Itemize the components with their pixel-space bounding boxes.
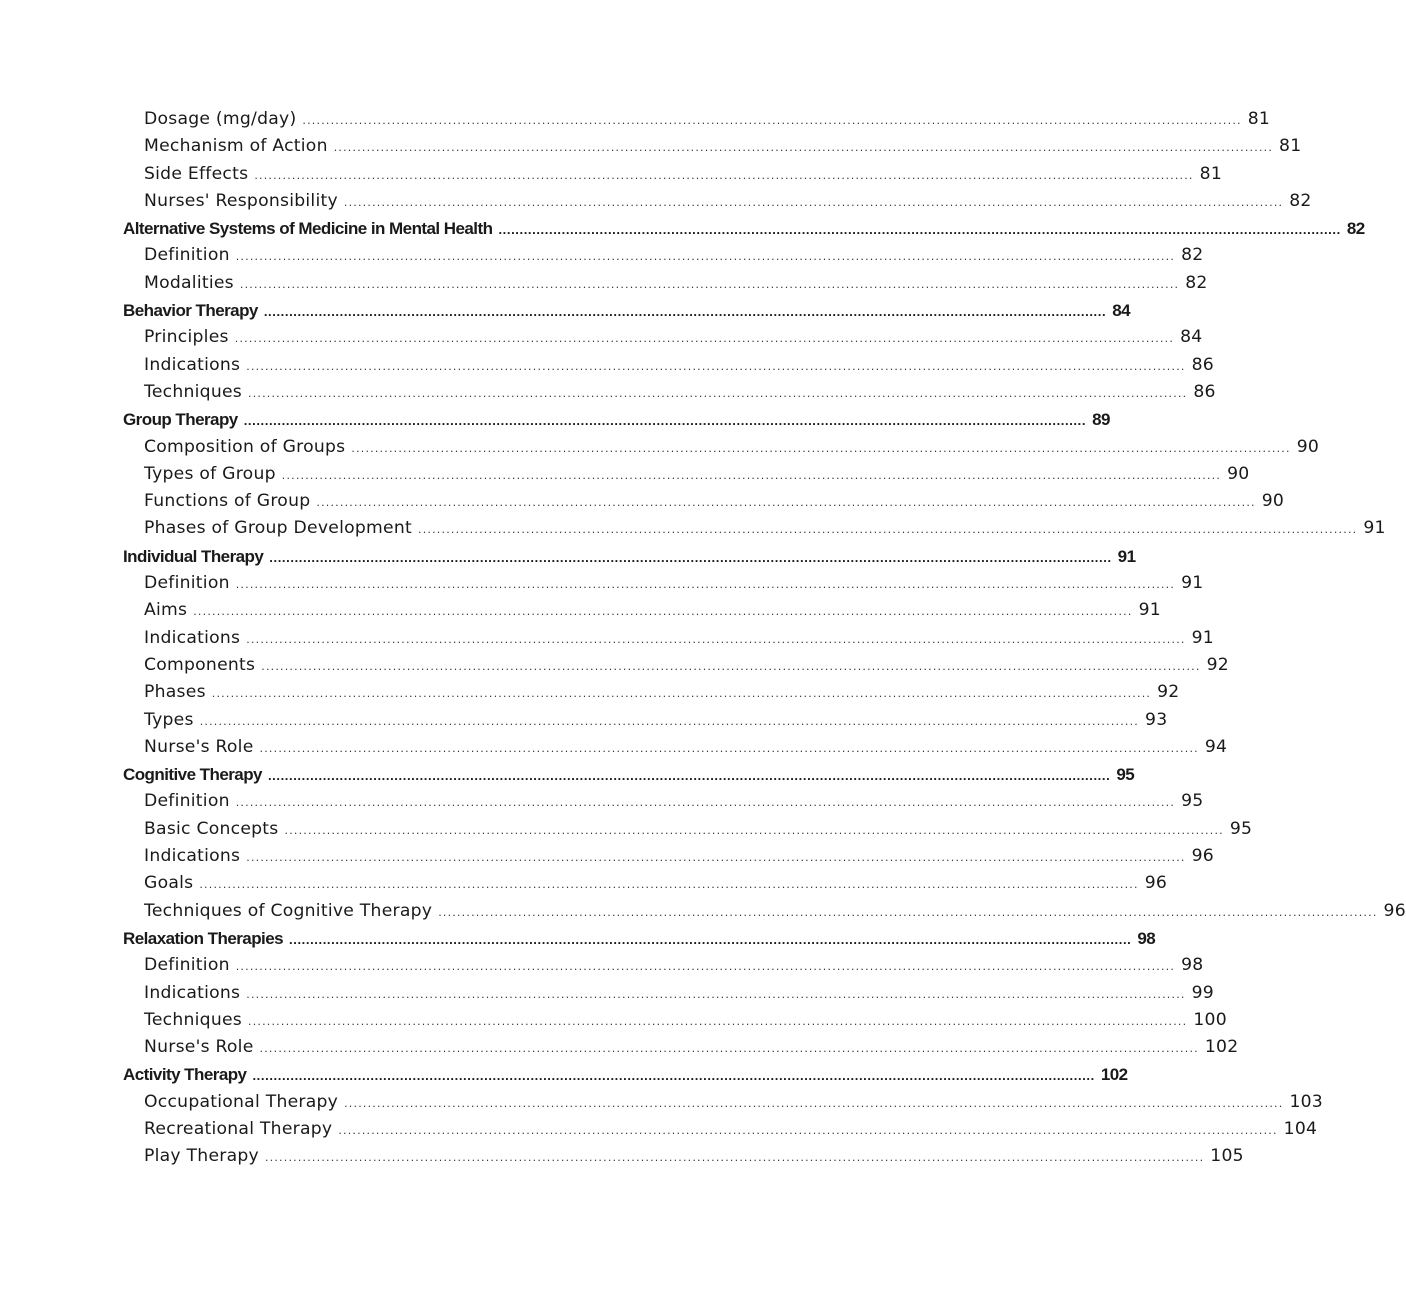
toc-entry-title: Types <box>144 709 194 730</box>
toc-subsection-entry <box>123 898 1406 925</box>
dot-leader: ........................................................................................................................................................................................................ <box>254 168 1194 182</box>
toc-entry-page-number: 100 <box>1193 1009 1227 1030</box>
toc-entry-page-number: 82 <box>1181 245 1204 266</box>
toc-entry-title: Indications <box>144 982 241 1003</box>
dot-leader: ........................................................................................................................................................................................................ <box>252 1068 1095 1084</box>
toc-entry-page-number: 92 <box>1206 654 1229 675</box>
toc-entry-title: Relaxation Therapies <box>123 928 284 948</box>
toc-entry-title: Basic Concepts <box>144 818 279 839</box>
toc-entry-title: Types of Group <box>144 463 276 484</box>
dot-leader: ........................................................................................................................................................................................................ <box>289 931 1132 947</box>
toc-entry-title: Activity Therapy <box>123 1065 247 1085</box>
toc-subsection-entry <box>123 816 1253 843</box>
dot-leader: ........................................................................................................................................................................................................ <box>438 905 1378 919</box>
toc-subsection-entry <box>123 515 1386 542</box>
dot-leader: ........................................................................................................................................................................................................ <box>211 687 1152 701</box>
dot-leader: ........................................................................................................................................................................................................ <box>263 304 1107 320</box>
toc-entry-page-number: 93 <box>1145 709 1168 730</box>
toc-subsection-entry <box>123 133 1302 160</box>
toc-subsection-entry <box>123 870 1168 897</box>
toc-entry-title: Definition <box>144 791 230 812</box>
toc-entry-title: Alternative Systems of Medicine in Mental Health <box>123 219 493 239</box>
dot-leader: ........................................................................................................................................................................................................ <box>418 523 1358 537</box>
toc-subsection-entry <box>123 324 1203 351</box>
toc-subsection-entry <box>123 952 1204 979</box>
toc-entry-page-number: 84 <box>1112 301 1130 321</box>
toc-subsection-entry <box>123 379 1216 406</box>
dot-leader: ........................................................................................................................................................................................................ <box>261 659 1201 673</box>
toc-entry-title: Recreational Therapy <box>144 1118 333 1139</box>
toc-subsection-entry <box>123 652 1229 679</box>
toc-subsection-entry <box>123 106 1271 133</box>
dot-leader: ........................................................................................................................................................................................................ <box>284 823 1224 837</box>
toc-subsection-entry <box>123 242 1204 269</box>
toc-subsection-entry <box>123 488 1285 515</box>
dot-leader: ........................................................................................................................................................................................................ <box>193 605 1133 619</box>
toc-subsection-entry <box>123 679 1180 706</box>
toc-section-entry <box>123 406 1110 433</box>
toc-entry-title: Definition <box>144 955 230 976</box>
toc-subsection-entry <box>123 270 1208 297</box>
toc-entry-title: Cognitive Therapy <box>123 765 262 785</box>
dot-leader: ........................................................................................................................................................................................................ <box>267 768 1111 784</box>
toc-entry-title: Definition <box>144 245 230 266</box>
toc-entry-page-number: 81 <box>1279 136 1302 157</box>
toc-entry-title: Play Therapy <box>144 1146 259 1167</box>
toc-entry-title: Functions of Group <box>144 491 311 512</box>
toc-entry-page-number: 90 <box>1261 491 1285 512</box>
dot-leader: ........................................................................................................................................................................................................ <box>199 714 1140 728</box>
toc-subsection-entry <box>123 1034 1239 1061</box>
dot-leader: ........................................................................................................................................................................................................ <box>351 441 1291 455</box>
toc-entry-page-number: 90 <box>1227 463 1250 484</box>
dot-leader: ........................................................................................................................................................................................................ <box>498 222 1341 238</box>
toc-entry-title: Indications <box>144 627 241 648</box>
toc-entry-title: Techniques of Cognitive Therapy <box>144 900 433 921</box>
toc-entry-title: Goals <box>144 873 194 894</box>
toc-entry-page-number: 82 <box>1289 190 1312 211</box>
dot-leader: ........................................................................................................................................................................................................ <box>338 1123 1278 1137</box>
toc-entry-page-number: 91 <box>1117 546 1136 566</box>
toc-entry-title: Techniques <box>144 381 242 402</box>
dot-leader: ........................................................................................................................................................................................................ <box>199 878 1139 892</box>
toc-entry-title: Behavior Therapy <box>123 301 258 321</box>
toc-subsection-entry <box>123 1116 1318 1143</box>
toc-subsection-entry <box>123 788 1204 815</box>
toc-entry-title: Modalities <box>144 272 234 293</box>
toc-section-entry <box>123 543 1136 570</box>
toc-entry-page-number: 103 <box>1289 1091 1323 1112</box>
toc-entry-title: Nurses' Responsibility <box>144 190 338 211</box>
toc-entry-page-number: 96 <box>1144 873 1168 894</box>
toc-entry-page-number: 82 <box>1185 272 1208 293</box>
toc-entry-page-number: 86 <box>1193 381 1216 402</box>
toc-entry-title: Occupational Therapy <box>144 1091 339 1112</box>
toc-entry-page-number: 91 <box>1363 518 1386 539</box>
dot-leader: ........................................................................................................................................................................................................ <box>343 195 1284 209</box>
toc-section-entry <box>123 761 1135 788</box>
dot-leader: ........................................................................................................................................................................................................ <box>259 1042 1199 1056</box>
toc-subsection-entry <box>123 461 1250 488</box>
toc-entry-title: Dosage (mg/day) <box>144 109 297 129</box>
toc-entry-page-number: 95 <box>1181 791 1204 812</box>
dot-leader: ........................................................................................................................................................................................................ <box>281 468 1222 482</box>
toc-entry-title: Components <box>144 654 256 675</box>
toc-subsection-entry <box>123 188 1312 215</box>
toc-subsection-entry <box>123 734 1228 761</box>
dot-leader: ........................................................................................................................................................................................................ <box>248 1014 1188 1028</box>
toc-section-entry <box>123 297 1130 324</box>
toc-entry-page-number: 89 <box>1092 410 1110 430</box>
dot-leader: ........................................................................................................................................................................................................ <box>264 1151 1205 1165</box>
dot-leader: ........................................................................................................................................................................................................ <box>302 114 1242 127</box>
toc-subsection-entry <box>123 625 1214 652</box>
toc-entry-page-number: 102 <box>1204 1037 1239 1058</box>
dot-leader: ........................................................................................................................................................................................................ <box>246 851 1186 865</box>
dot-leader: ........................................................................................................................................................................................................ <box>235 578 1176 592</box>
toc-subsection-entry <box>123 352 1214 379</box>
dot-leader: ........................................................................................................................................................................................................ <box>248 386 1188 400</box>
toc-entry-page-number: 90 <box>1296 436 1320 457</box>
toc-subsection-entry <box>123 1007 1227 1034</box>
toc-entry-title: Nurse's Role <box>144 736 254 757</box>
toc-entry-page-number: 96 <box>1191 846 1214 867</box>
toc-entry-page-number: 91 <box>1191 627 1214 648</box>
dot-leader: ........................................................................................................................................................................................................ <box>316 496 1256 510</box>
toc-entry-page-number: 81 <box>1247 109 1271 129</box>
toc-entry-title: Principles <box>144 327 229 348</box>
toc-entry-page-number: 96 <box>1383 900 1406 921</box>
toc-entry-page-number: 91 <box>1181 573 1204 594</box>
dot-leader: ........................................................................................................................................................................................................ <box>235 960 1176 974</box>
toc-subsection-entry <box>123 161 1223 188</box>
toc-entry-page-number: 98 <box>1137 928 1156 948</box>
toc-subsection-entry <box>123 1089 1323 1116</box>
toc-section-entry <box>123 1061 1128 1088</box>
dot-leader: ........................................................................................................................................................................................................ <box>234 332 1175 346</box>
dot-leader: ........................................................................................................................................................................................................ <box>243 413 1087 429</box>
toc-entry-title: Phases of Group Development <box>144 518 413 539</box>
toc-entry-page-number: 95 <box>1116 765 1135 785</box>
toc-entry-page-number: 86 <box>1191 354 1214 375</box>
toc-entry-page-number: 99 <box>1191 982 1214 1003</box>
toc-subsection-entry <box>123 707 1168 734</box>
toc-entry-page-number: 94 <box>1204 736 1228 757</box>
toc-entry-title: Indications <box>144 354 241 375</box>
toc-entry-page-number: 98 <box>1181 955 1204 976</box>
toc-subsection-entry <box>123 597 1161 624</box>
toc-entry-page-number: 92 <box>1157 682 1180 703</box>
toc-entry-title: Group Therapy <box>123 410 238 430</box>
dot-leader: ........................................................................................................................................................................................................ <box>235 796 1176 810</box>
toc-entry-title: Composition of Groups <box>144 436 346 457</box>
toc-subsection-entry <box>123 570 1204 597</box>
toc-entry-title: Mechanism of Action <box>144 136 328 157</box>
dot-leader: ........................................................................................................................................................................................................ <box>246 632 1186 646</box>
toc-subsection-entry <box>123 980 1214 1007</box>
dot-leader: ........................................................................................................................................................................................................ <box>246 359 1186 373</box>
dot-leader: ........................................................................................................................................................................................................ <box>333 141 1274 155</box>
dot-leader: ........................................................................................................................................................................................................ <box>246 987 1186 1001</box>
toc-entry-page-number: 82 <box>1346 219 1365 239</box>
toc-entry-title: Aims <box>144 600 188 621</box>
toc-section-entry <box>123 215 1365 242</box>
toc-entry-page-number: 81 <box>1199 163 1223 184</box>
toc-subsection-entry <box>123 843 1214 870</box>
toc-entry-title: Individual Therapy <box>123 546 264 566</box>
toc-entry-page-number: 91 <box>1138 600 1161 621</box>
toc-entry-page-number: 84 <box>1180 327 1203 348</box>
dot-leader: ........................................................................................................................................................................................................ <box>239 277 1180 291</box>
toc-entry-title: Definition <box>144 573 230 594</box>
toc-entry-title: Indications <box>144 846 241 867</box>
toc-entry-page-number: 104 <box>1283 1118 1318 1139</box>
toc-entry-title: Phases <box>144 682 206 703</box>
toc-section-entry <box>123 925 1156 952</box>
toc-entry-title: Side Effects <box>144 163 249 184</box>
dot-leader: ........................................................................................................................................................................................................ <box>235 250 1176 264</box>
dot-leader: ........................................................................................................................................................................................................ <box>269 549 1112 565</box>
toc-entry-title: Techniques <box>144 1009 242 1030</box>
toc-subsection-entry <box>123 1143 1244 1170</box>
toc-entry-page-number: 102 <box>1100 1065 1128 1085</box>
toc-entry-page-number: 95 <box>1229 818 1253 839</box>
toc-entry-title: Nurse's Role <box>144 1037 254 1058</box>
toc-entry-page-number: 105 <box>1210 1146 1244 1167</box>
toc-subsection-entry <box>123 434 1320 461</box>
table-of-contents <box>123 106 1406 1171</box>
dot-leader: ........................................................................................................................................................................................................ <box>344 1096 1284 1110</box>
dot-leader: ........................................................................................................................................................................................................ <box>259 741 1199 755</box>
